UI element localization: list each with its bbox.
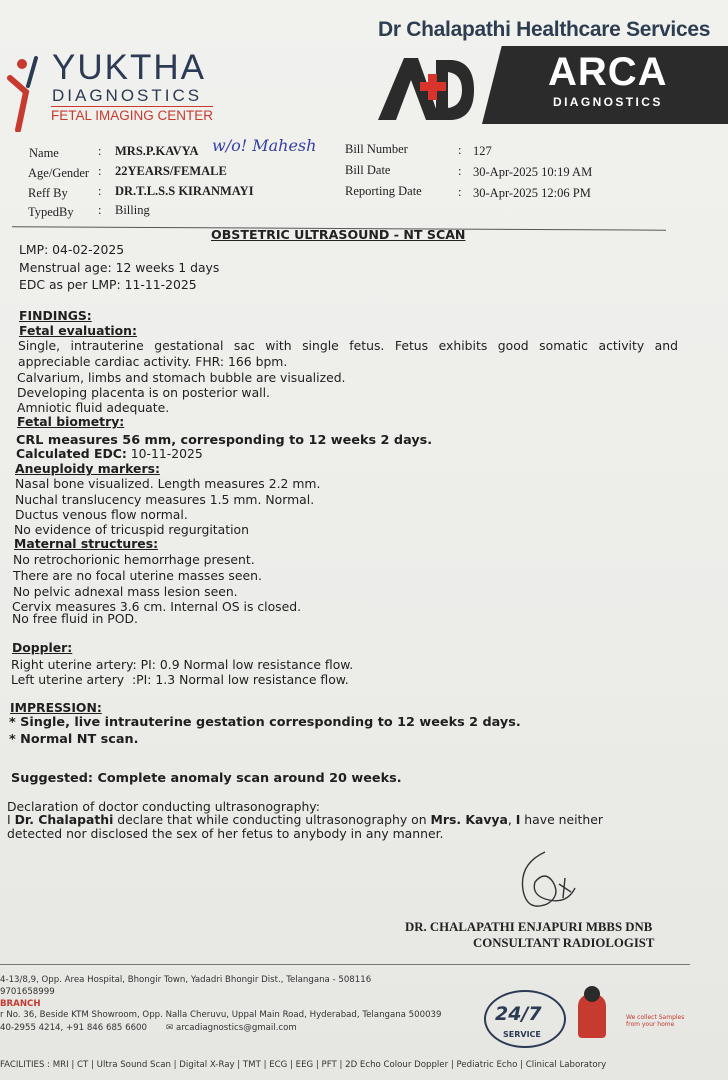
yuktha-logo-icon — [6, 52, 50, 132]
colon: : — [458, 185, 462, 199]
colon: : — [458, 164, 462, 178]
fetal-evaluation-line: Calvarium, limbs and stomach bubble are visualized. — [17, 370, 346, 385]
menstrual-age: Menstrual age: 12 weeks 1 days — [19, 260, 220, 275]
fetal-biometry-heading: Fetal biometry: — [17, 414, 125, 429]
aneuploidy-line: Nuchal translucency measures 1.5 mm. Normal. — [15, 492, 315, 507]
ad-logo-icon — [374, 52, 478, 124]
edc: EDC as per LMP: 11-11-2025 — [19, 277, 197, 292]
fetal-evaluation-line: Developing placenta is on posterior wall. — [17, 385, 270, 400]
crl-measurement: CRL measures 56 mm, corresponding to 12 weeks 2 days. — [16, 433, 433, 448]
name-label: Name — [29, 146, 59, 160]
footer-email — [166, 1023, 297, 1033]
handwritten-husband-name: w/o! Mahesh — [212, 136, 317, 155]
age-value: 22YEARS/FEMALE — [115, 164, 227, 178]
colon: : — [98, 184, 102, 198]
colon: : — [98, 164, 102, 178]
age-label: Age/Gender — [28, 166, 90, 180]
name-value: MRS.P.KAVYA — [115, 144, 199, 158]
typed-value: Billing — [115, 203, 150, 217]
maternal-line: No retrochorionic hemorrhage present. — [13, 552, 255, 567]
doctor-name-signature: DR. CHALAPATHI ENJAPURI MBBS DNB — [405, 920, 653, 934]
declaration-text: declare that while conducting ultrasonography on — [113, 812, 431, 827]
doctor-name: Dr. Chalapathi — [14, 812, 114, 827]
aneuploidy-line: No evidence of tricuspid regurgitation — [14, 522, 249, 537]
badge-service: SERVICE — [503, 1030, 541, 1039]
declaration-line: detected nor disclosed the sex of her fetus to anybody in any manner. — [7, 826, 444, 841]
declaration-pronoun: I — [515, 812, 521, 827]
arca-subtitle: DIAGNOSTICS — [553, 95, 663, 109]
suggestion: Suggested: Complete anomaly scan around 20 weeks. — [11, 771, 402, 786]
footer-branch-address: r No. 36, Beside KTM Showroom, Opp. Nalla Cheruvu, Uppal Main Road, Hyderabad, Telangana 500039 — [0, 1010, 442, 1020]
footer-facilities: FACILITIES : MRI | CT | Ultra Sound Scan | Digital X-Ray | TMT | ECG | EEG | PFT | 2D Echo Colour Doppler | Pediatric Echo | Clinical Laboratory — [0, 1060, 607, 1070]
declaration-text: , — [507, 812, 516, 827]
findings-heading: FINDINGS: — [19, 308, 92, 323]
footer-phone: 9701658999 — [0, 987, 55, 997]
maternal-line: No pelvic adnexal mass lesion seen. — [13, 584, 238, 599]
bill-date-label: Bill Date — [345, 163, 391, 177]
home-collection-text: We collect Samples from your home — [626, 1014, 685, 1028]
declaration-heading: Declaration of doctor conducting ultrasonography: — [7, 799, 320, 814]
declaration-line — [7, 813, 603, 827]
arca-title: ARCA — [548, 50, 668, 94]
doppler-heading: Doppler: — [12, 640, 73, 655]
patient-name: Mrs. Kavya — [430, 812, 508, 827]
reporting-date-label: Reporting Date — [345, 184, 422, 198]
aneuploidy-line: Ductus venous flow normal. — [15, 507, 188, 522]
maternal-structures-heading: Maternal structures: — [14, 536, 159, 551]
report-title: OBSTETRIC ULTRASOUND - NT SCAN — [211, 227, 466, 242]
healthcare-title: Dr Chalapathi Healthcare Services — [378, 18, 711, 41]
colon: : — [98, 203, 102, 217]
impression-line: * Single, live intrauterine gestation corresponding to 12 weeks 2 days. — [9, 715, 521, 730]
email-text: arcadiagnostics@gmail.com — [175, 1023, 297, 1033]
reff-label: Reff By — [28, 186, 68, 200]
yuktha-title: YUKTHA — [52, 48, 206, 87]
maternal-line: There are no focal uterine masses seen. — [13, 568, 262, 583]
bill-number-label: Bill Number — [345, 142, 408, 156]
maternal-line: Cervix measures 3.6 cm. Internal OS is closed. — [12, 599, 302, 614]
declaration-text: I — [7, 812, 15, 827]
colon: : — [458, 143, 462, 157]
bill-number-value: 127 — [473, 144, 492, 158]
fetal-evaluation-line: appreciable cardiac activity. FHR: 166 bpm. — [18, 354, 288, 369]
doctor-title: CONSULTANT RADIOLOGIST — [473, 936, 655, 950]
calculated-edc-value: 10-11-2025 — [130, 446, 203, 461]
footer-branch: BRANCH — [0, 999, 41, 1009]
calculated-edc — [16, 447, 203, 461]
lmp: LMP: 04-02-2025 — [19, 242, 125, 257]
maternal-line: No free fluid in POD. — [12, 611, 138, 626]
yuktha-subtitle: DIAGNOSTICS — [52, 86, 203, 105]
doppler-line: Right uterine artery: PI: 0.9 Normal low resistance flow. — [11, 657, 354, 672]
fetal-evaluation-heading: Fetal evaluation: — [19, 323, 137, 338]
typed-label: TypedBy — [28, 205, 74, 219]
doppler-line: Left uterine artery :PI: 1.3 Normal low resistance flow. — [11, 672, 349, 687]
declaration-text: have neither — [520, 812, 603, 827]
yuktha-fetal-center: FETAL IMAGING CENTER — [51, 108, 214, 123]
impression-line: * Normal NT scan. — [9, 732, 139, 747]
footer-address: 4-13/8,9, Opp. Area Hospital, Bhongir Town, Yadadri Bhongir Dist., Telangana - 508116 — [0, 975, 372, 985]
reporting-date-value: 30-Apr-2025 12:06 PM — [473, 186, 591, 200]
aneuploidy-heading: Aneuploidy markers: — [15, 461, 160, 476]
reff-value: DR.T.L.S.S KIRANMAYI — [115, 184, 254, 198]
bill-date-value: 30-Apr-2025 10:19 AM — [473, 165, 593, 179]
fetal-evaluation-line: Single, intrauterine gestational sac with single fetus. Fetus exhibits good somatic activity and — [18, 338, 678, 353]
calculated-edc-label: Calculated EDC: — [16, 446, 127, 461]
colon: : — [98, 144, 102, 158]
impression-heading: IMPRESSION: — [10, 700, 102, 715]
delivery-head-icon — [584, 986, 600, 1002]
doctor-signature — [505, 848, 585, 920]
badge-247: 24/7 — [495, 1003, 542, 1025]
email-icon: ✉ — [166, 1023, 174, 1033]
fetal-evaluation-line: Amniotic fluid adequate. — [17, 400, 170, 415]
footer-branch-phone: 40-2955 4214, +91 846 685 6600 — [0, 1023, 147, 1033]
aneuploidy-line: Nasal bone visualized. Length measures 2.2 mm. — [15, 476, 321, 491]
footer-divider — [0, 964, 690, 965]
